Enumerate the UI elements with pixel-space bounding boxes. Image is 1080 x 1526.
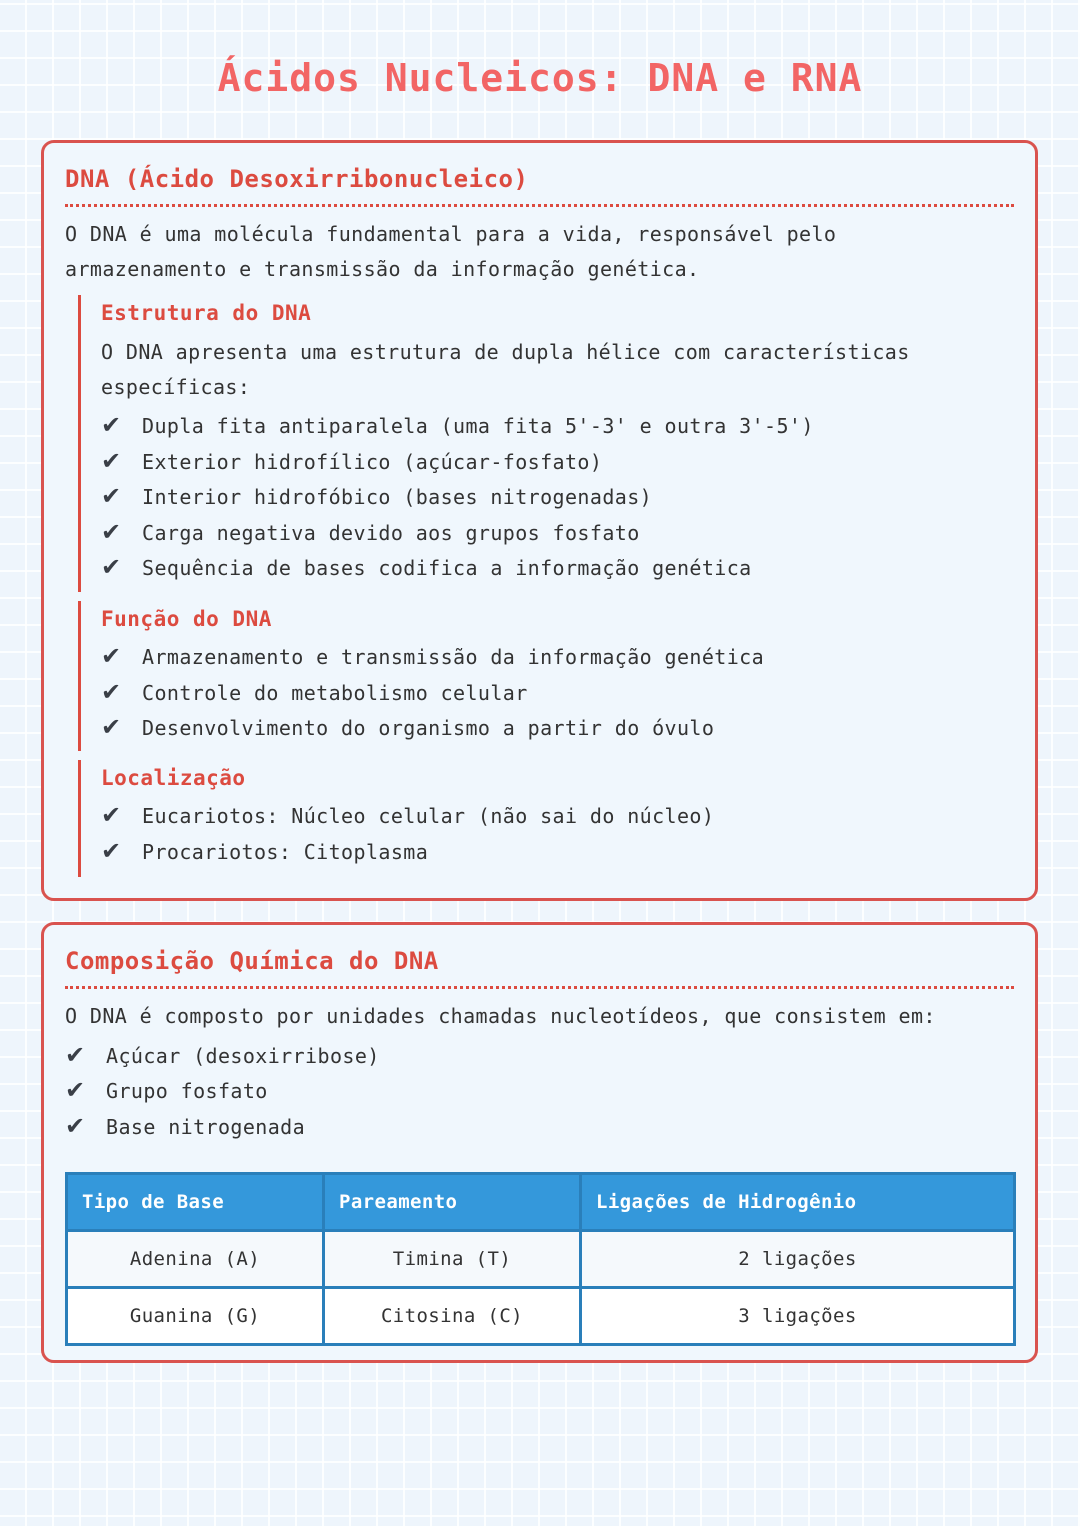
table-cell: 3 ligações [581, 1288, 1015, 1345]
table-cell: Adenina (A) [67, 1231, 324, 1288]
list-item-text: Base nitrogenada [106, 1114, 306, 1139]
structure-intro-line-1: O DNA apresenta uma estrutura de dupla hélice com características [101, 340, 910, 364]
list-item-text: Procariotos: Citoplasma [142, 839, 429, 864]
list-item-text: Sequência de bases codifica a informação genética [142, 556, 752, 581]
table-cell: Timina (T) [324, 1231, 581, 1288]
check-icon: ✔ [101, 553, 122, 582]
list-item-text: Açúcar (desoxirribose) [106, 1043, 380, 1068]
table-cell: 2 ligações [581, 1231, 1015, 1288]
location-subsection [78, 760, 1014, 877]
dna-intro-line-2: armazenamento e transmissão da informação genética. [65, 256, 700, 281]
table-header-row [67, 1174, 1015, 1231]
list-item-text: Desenvolvimento do organismo a partir do óvulo [142, 716, 715, 741]
list-item [101, 408, 1014, 444]
composition-card-heading: Composição Química do DNA [65, 947, 1014, 989]
column-header-pairing: Pareamento [324, 1174, 581, 1231]
check-icon: ✔ [101, 482, 122, 511]
list-item [101, 444, 1014, 480]
check-icon: ✔ [101, 446, 122, 475]
function-subsection [78, 601, 1014, 751]
structure-list [101, 408, 1014, 586]
check-icon: ✔ [101, 517, 122, 546]
check-icon: ✔ [101, 677, 122, 706]
list-item-text: Dupla fita antiparalela (uma fita 5'-3' e outra 3'-5') [142, 414, 814, 438]
check-icon: ✔ [65, 1076, 86, 1105]
list-item [101, 639, 1014, 675]
column-header-base-type: Tipo de Base [67, 1174, 324, 1231]
table-cell: Citosina (C) [324, 1288, 581, 1345]
check-icon: ✔ [101, 411, 122, 439]
composition-list [65, 1038, 1014, 1145]
list-item [101, 798, 1014, 834]
list-item [101, 515, 1014, 551]
list-item [101, 834, 1014, 870]
dna-intro-line-1: O DNA é uma molécula fundamental para a vida, responsável pelo [65, 222, 837, 246]
list-item [101, 550, 1014, 586]
table-cell: Guanina (G) [67, 1288, 324, 1345]
dna-intro [65, 217, 1014, 286]
check-icon: ✔ [101, 801, 122, 829]
list-item [65, 1109, 1014, 1145]
list-item-text: Eucariotos: Núcleo celular (não sai do núcleo) [142, 804, 715, 828]
check-icon: ✔ [65, 1040, 86, 1069]
list-item-text: Armazenamento e transmissão da informação genética [142, 645, 765, 669]
dna-card [41, 140, 1038, 901]
check-icon: ✔ [65, 1111, 86, 1140]
table-row [67, 1231, 1015, 1288]
structure-subsection [78, 295, 1014, 592]
table-row [67, 1288, 1015, 1345]
list-item-text: Controle do metabolismo celular [142, 680, 528, 705]
column-header-hydrogen-bonds: Ligações de Hidrogênio [581, 1174, 1015, 1231]
location-heading: Localização [101, 766, 246, 790]
structure-intro-line-2: específicas: [101, 374, 251, 399]
function-heading: Função do DNA [101, 607, 272, 631]
list-item [65, 1038, 1014, 1074]
list-item-text: Interior hidrofóbico (bases nitrogenadas) [142, 485, 653, 510]
check-icon: ✔ [101, 713, 122, 742]
structure-heading: Estrutura do DNA [101, 301, 312, 325]
check-icon: ✔ [101, 642, 122, 670]
list-item [101, 479, 1014, 515]
list-item-text: Grupo fosfato [106, 1079, 268, 1104]
list-item [101, 675, 1014, 711]
list-item-text: Carga negativa devido aos grupos fosfato [142, 520, 640, 545]
check-icon: ✔ [101, 836, 122, 865]
function-list [101, 639, 1014, 746]
location-list [101, 798, 1014, 869]
composition-card [41, 922, 1038, 1363]
list-item-text: Exterior hidrofílico (açúcar-fosfato) [142, 449, 603, 474]
list-item [101, 710, 1014, 746]
dna-card-heading: DNA (Ácido Desoxirribonucleico) [65, 165, 1014, 207]
base-pairing-table [65, 1172, 1016, 1346]
list-item [65, 1073, 1014, 1109]
composition-intro: O DNA é composto por unidades chamadas nucleotídeos, que consistem em: [65, 1004, 936, 1028]
structure-intro [101, 335, 1014, 404]
page-title: Ácidos Nucleicos: DNA e RNA [217, 56, 863, 100]
